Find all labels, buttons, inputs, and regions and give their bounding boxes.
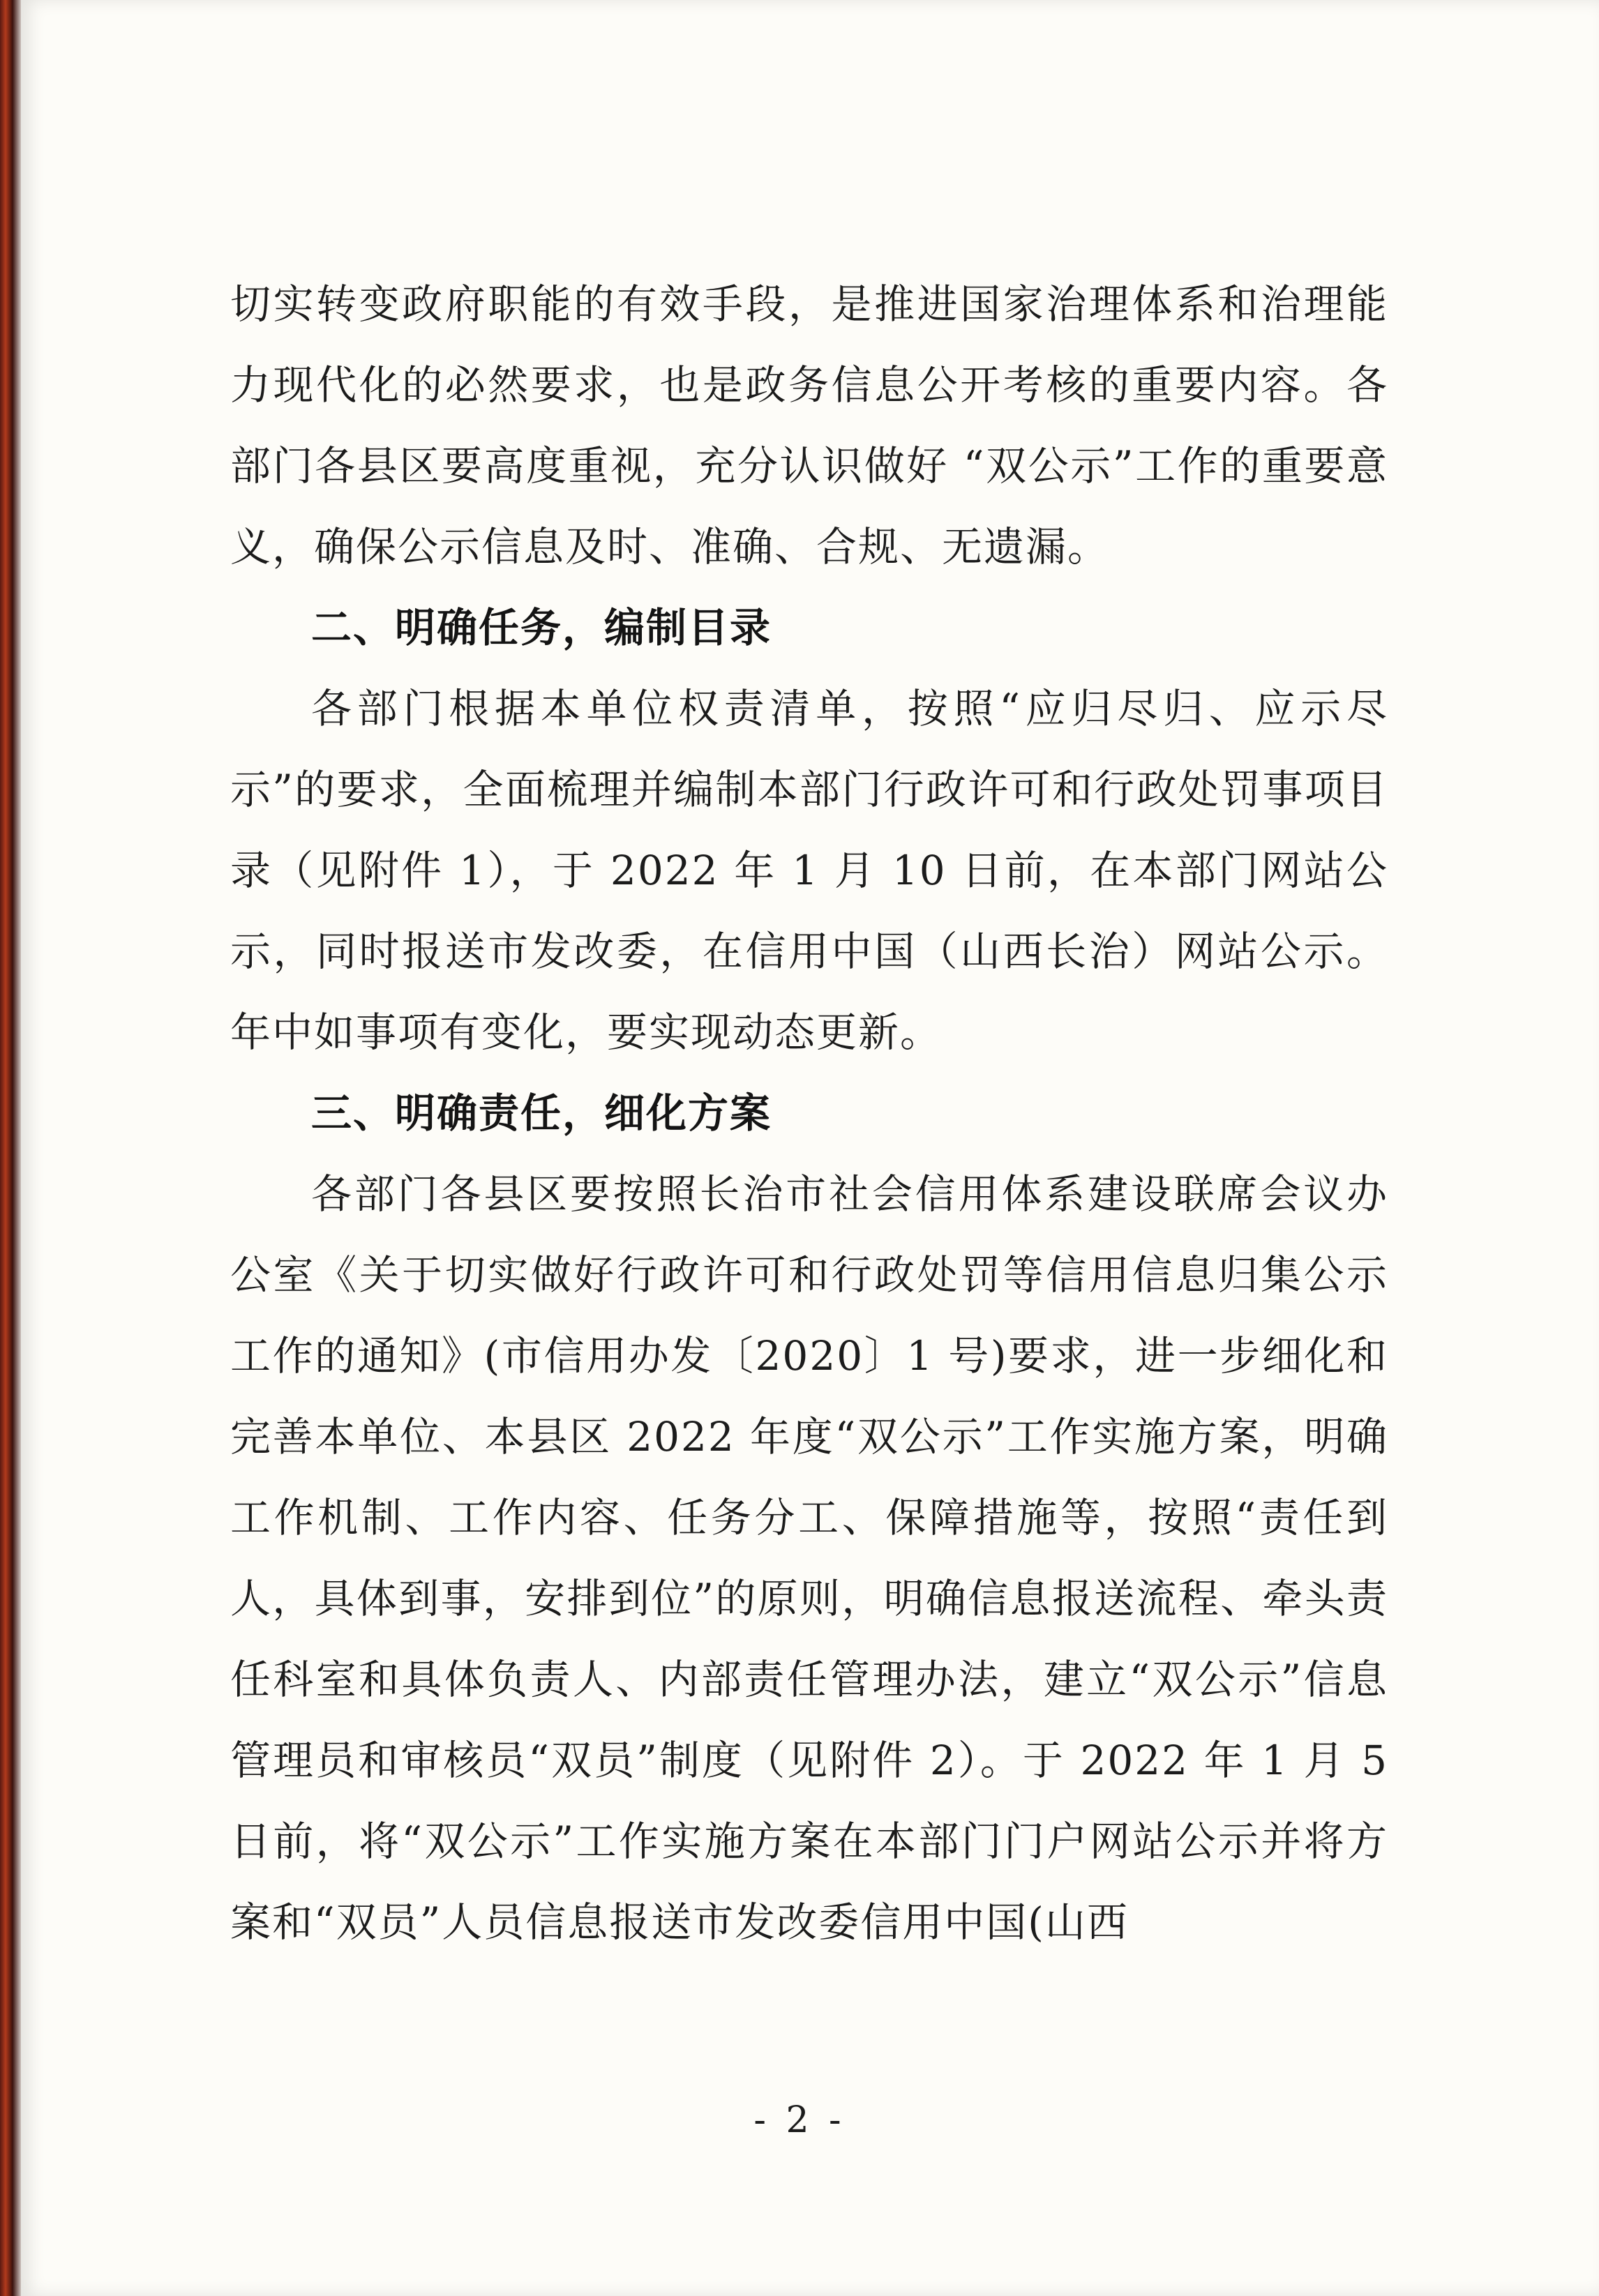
section-heading-2: 二、明确任务，编制目录 (311, 604, 772, 651)
paragraph-continuation: 切实转变政府职能的有效手段，是推进国家治理体系和治理能力现代化的必然要求，也是政务信息公开考核的重要内容。各部门各县区要高度重视，充分认识做好 “双公示”工作的重要意义，确保公示信息及时、准确、合规、无遗漏。 (230, 280, 1388, 571)
paragraph-section-2: 各部门根据本单位权责清单，按照“应归尽归、应示尽示”的要求，全面梳理并编制本部门行政许可和行政处罚事项目录（见附件 1），于 2022 年 1 月 10 日前，在本部门网站公示，同时报送市发改委，在信用中国（山西长治）网站公示。年中如事项有变化，要实现动态更新。 (230, 685, 1388, 1056)
paragraph-section-3: 各部门各县区要按照长治市社会信用体系建设联席会议办公室《关于切实做好行政许可和行政处罚等信用信息归集公示工作的通知》(市信用办发〔2020〕1 号)要求，进一步细化和完善本单位、本县区 2022 年度“双公示”工作实施方案，明确工作机制、工作内容、任务分工、保障措施等，按照“责任到人，具体到事，安排到位”的原则，明确信息报送流程、牵头责任科室和具体负责人、内部责任管理办法，建立“双公示”信息管理员和审核员“双员”制度（见附件 2）。于 2022 年 1 月 5 日前，将“双公示”工作实施方案在本部门门户网站公示并将方案和“双员”人员信息报送市发改委信用中国(山西 (230, 1170, 1388, 1946)
document-body (230, 264, 1388, 1963)
section-heading-3: 三、明确责任，细化方案 (311, 1089, 772, 1137)
page-number: - 2 - (753, 2099, 846, 2141)
